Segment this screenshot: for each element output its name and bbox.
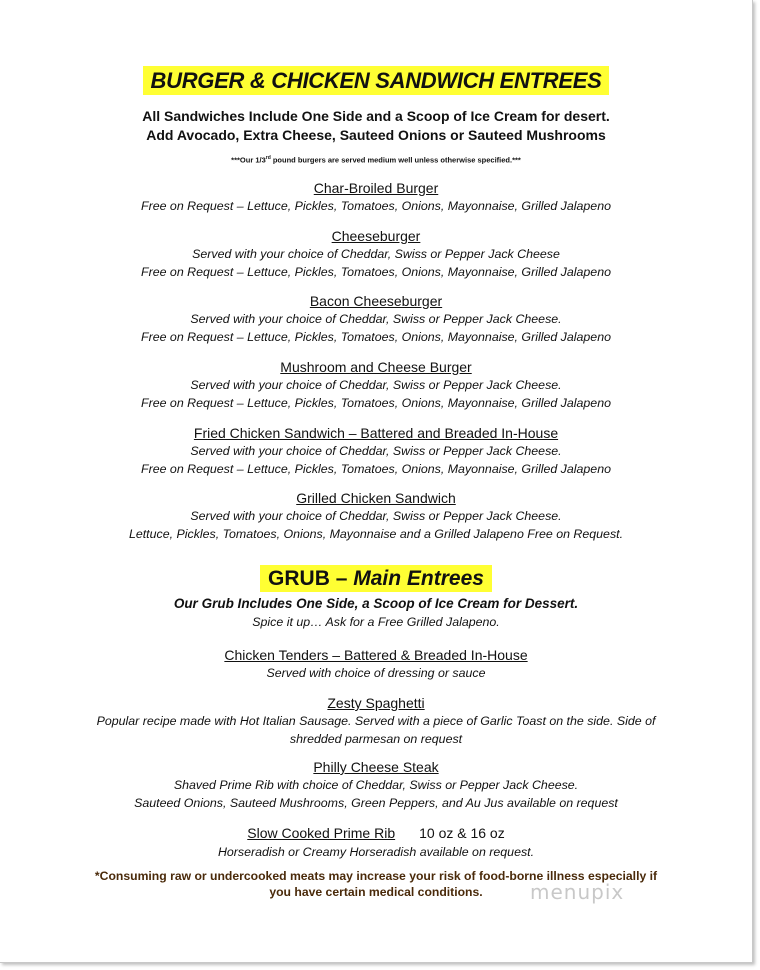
item-description: Shaved Prime Rib with choice of Cheddar, Swiss or Pepper Jack Cheese. xyxy=(173,778,579,792)
item-description: Free on Request – Lettuce, Pickles, Tomatoes, Onions, Mayonnaise, Grilled Jalapeno xyxy=(141,265,611,279)
menu-item-bacon-cheeseburger xyxy=(0,292,752,346)
item-description: Free on Request – Lettuce, Pickles, Tomatoes, Onions, Mayonnaise, Grilled Jalapeno xyxy=(141,396,611,410)
burger-section-title: BURGER & CHICKEN SANDWICH ENTREES xyxy=(0,68,752,94)
menu-item-fried-chicken-sandwich xyxy=(0,424,752,478)
item-description: shredded parmesan on request xyxy=(289,732,463,746)
item-name: Grilled Chicken Sandwich xyxy=(296,490,456,506)
item-description: Served with your choice of Cheddar, Swiss or Pepper Jack Cheese. xyxy=(190,509,562,523)
item-name: Chicken Tenders – Battered & Breaded In-House xyxy=(224,647,528,663)
item-description: Served with your choice of Cheddar, Swiss or Pepper Jack Cheese. xyxy=(190,444,562,458)
burger-intro-line2: Add Avocado, Extra Cheese, Sauteed Onions or Sauteed Mushrooms xyxy=(146,127,606,143)
item-description: Lettuce, Pickles, Tomatoes, Onions, Mayonnaise and a Grilled Jalapeno Free on Request. xyxy=(128,527,624,541)
item-description: Served with your choice of Cheddar, Swiss or Pepper Jack Cheese. xyxy=(190,378,562,392)
watermark: menupix xyxy=(530,880,625,904)
grub-intro-line1: Our Grub Includes One Side, a Scoop of Ice Cream for Dessert. xyxy=(173,596,579,611)
menu-item-zesty-spaghetti xyxy=(0,694,752,748)
item-name: Slow Cooked Prime Rib xyxy=(247,825,396,841)
item-name: Philly Cheese Steak xyxy=(313,759,439,775)
food-safety-warning: *Consuming raw or undercooked meats may increase your risk of food-borne illness especially if you have certain medical conditions. xyxy=(94,869,658,899)
menu-item-cheeseburger xyxy=(0,227,752,281)
menu-item-char-broiled-burger xyxy=(0,179,752,215)
item-description: Free on Request – Lettuce, Pickles, Tomatoes, Onions, Mayonnaise, Grilled Jalapeno xyxy=(141,462,611,476)
item-description: Served with your choice of Cheddar, Swiss or Pepper Jack Cheese. xyxy=(190,312,562,326)
burger-intro-line1: All Sandwiches Include One Side and a Scoop of Ice Cream for desert. xyxy=(142,108,610,124)
menu-item-chicken-tenders xyxy=(0,646,752,682)
item-description: Horseradish or Creamy Horseradish available on request. xyxy=(217,845,535,859)
menu-item-philly-cheese-steak xyxy=(0,758,752,812)
item-description: Sauteed Onions, Sauteed Mushrooms, Green Peppers, and Au Jus available on request xyxy=(134,796,618,810)
item-price: 10 oz & 16 oz xyxy=(419,825,505,841)
item-description: Served with your choice of Cheddar, Swiss or Pepper Jack Cheese xyxy=(192,247,560,261)
item-name: Char-Broiled Burger xyxy=(313,180,439,196)
item-name: Mushroom and Cheese Burger xyxy=(280,359,472,375)
grub-section-title: GRUB – Main Entrees xyxy=(0,567,752,591)
item-description: Served with choice of dressing or sauce xyxy=(266,666,486,680)
item-description: Free on Request – Lettuce, Pickles, Tomatoes, Onions, Mayonnaise, Grilled Jalapeno xyxy=(141,330,611,344)
menu-item-mushroom-cheese-burger xyxy=(0,358,752,412)
item-name: Zesty Spaghetti xyxy=(327,695,425,711)
menu-item-grilled-chicken-sandwich xyxy=(0,489,752,543)
item-description: Popular recipe made with Hot Italian Sausage. Served with a piece of Garlic Toast on the side. Side of xyxy=(96,714,656,728)
item-name: Bacon Cheeseburger xyxy=(309,293,443,309)
menu-item-prime-rib xyxy=(0,824,752,861)
burger-temperature-note: ***Our 1/3rd pound burgers are served medium well unless otherwise specified.*** xyxy=(231,155,521,165)
item-description: Free on Request – Lettuce, Pickles, Tomatoes, Onions, Mayonnaise, Grilled Jalapeno xyxy=(141,199,611,213)
item-name: Cheeseburger xyxy=(331,228,421,244)
item-name: Fried Chicken Sandwich – Battered and Breaded In-House xyxy=(193,425,559,441)
grub-intro-line2: Spice it up… Ask for a Free Grilled Jalapeno. xyxy=(252,615,500,629)
